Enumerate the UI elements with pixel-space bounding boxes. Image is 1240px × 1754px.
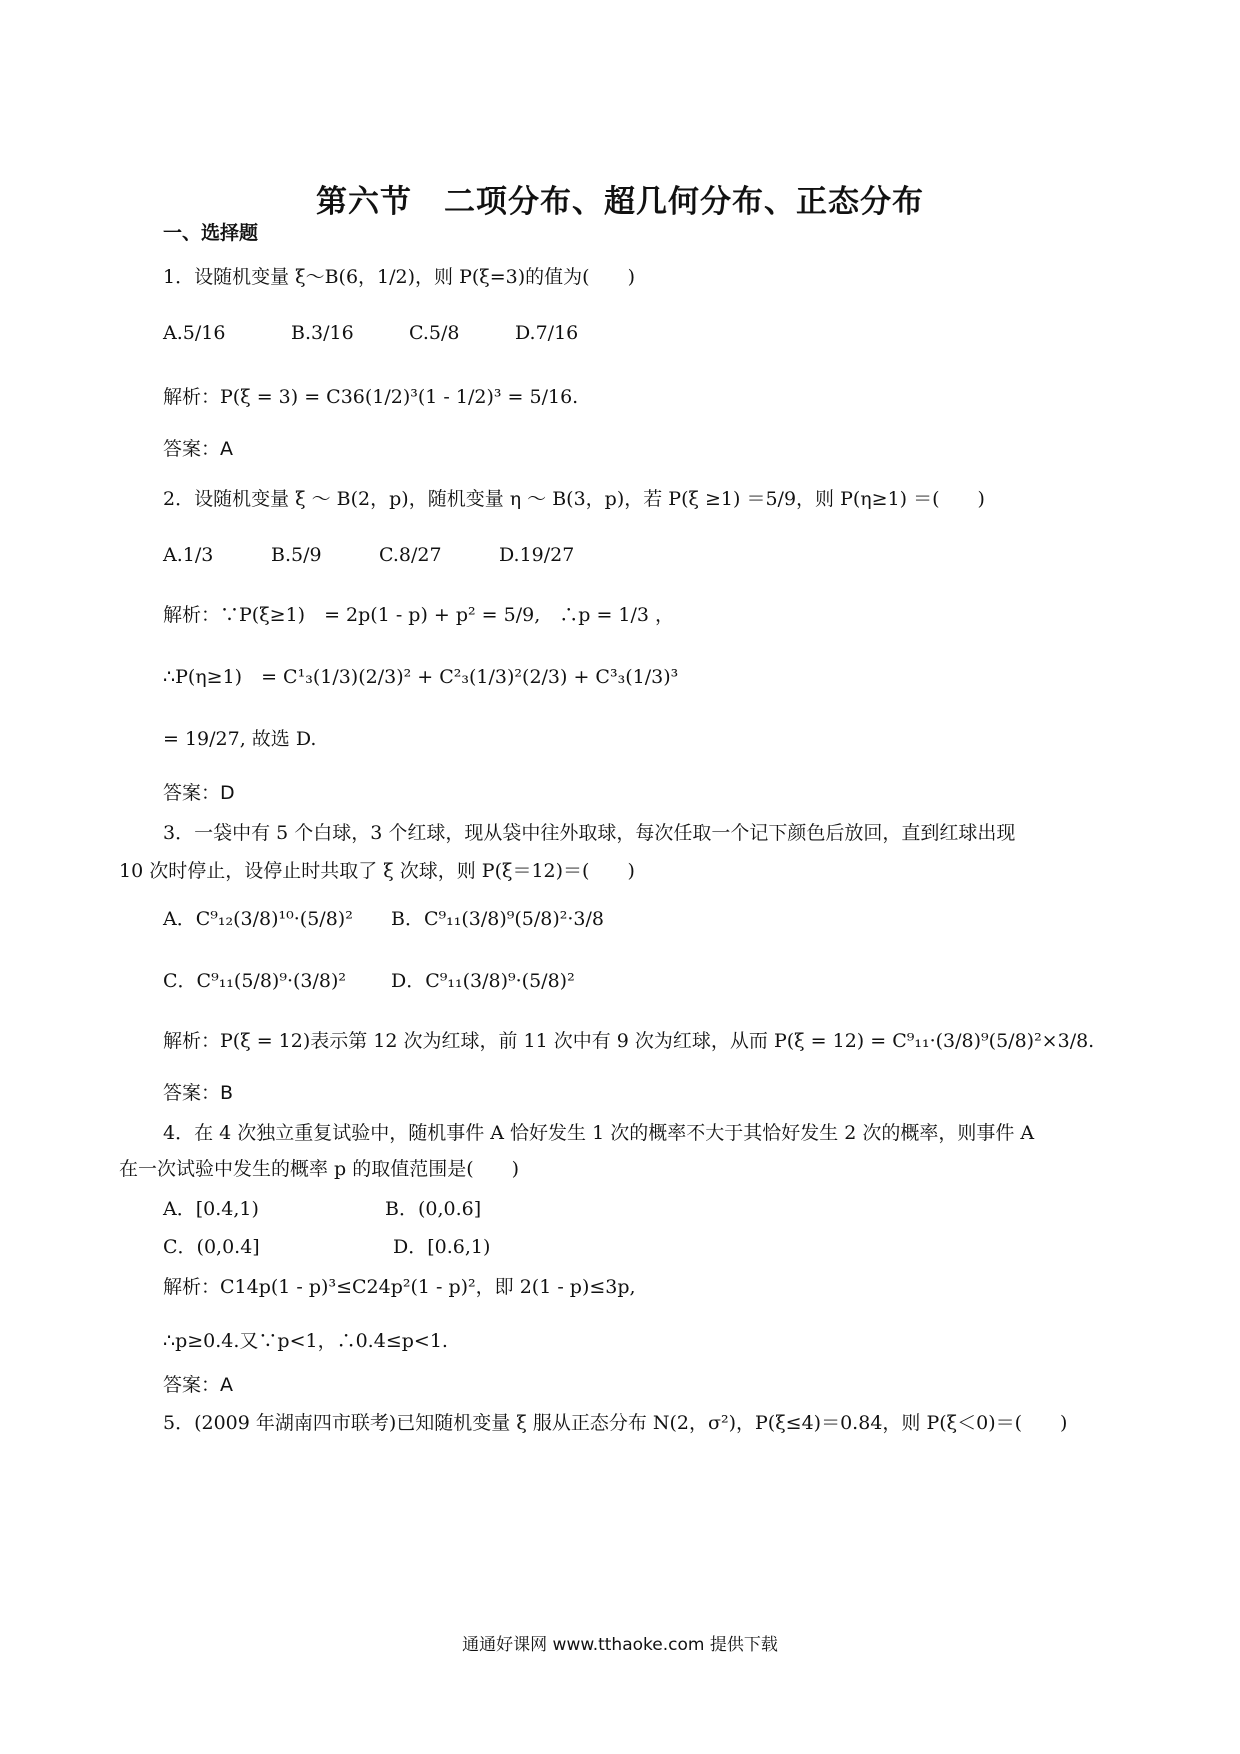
q3-option-a: A．C⁹₁₂(3/8)¹⁰·(5/8)² xyxy=(163,908,353,930)
q5-stem: 5．(2009 年湖南四市联考)已知随机变量 ξ 服从正态分布 N(2，σ²)，P(ξ≤4)＝0.84，则 P(ξ＜0)＝( ) xyxy=(163,1412,1068,1434)
q3-stem-line2: 10 次时停止，设停止时共取了 ξ 次球，则 P(ξ＝12)＝( ) xyxy=(119,860,635,882)
q2-stem: 2．设随机变量 ξ ～ B(2，p)，随机变量 η ～ B(3，p)，若 P(ξ ≥1) ＝5/9，则 P(η≥1) ＝( ) xyxy=(163,488,985,510)
q4-option-a: A．[0.4,1) xyxy=(163,1198,259,1220)
q4-stem-line1: 4．在 4 次独立重复试验中，随机事件 A 恰好发生 1 次的概率不大于其恰好发生 2 次的概率，则事件 A xyxy=(163,1122,1035,1144)
page-footer: 通通好课网 www.tthaoke.com 提供下载 xyxy=(462,1635,778,1655)
q2-analysis-line1: 解析：∵P(ξ≥1) = 2p(1 - p) + p² = 5/9, ∴p = 1/3 ， xyxy=(163,604,675,626)
q2-option-a: A.1/3 xyxy=(163,544,214,566)
q4-option-d: D．[0.6,1) xyxy=(393,1236,491,1258)
q2-option-c: C.8/27 xyxy=(379,544,442,566)
q3-option-c: C．C⁹₁₁(5/8)⁹·(3/8)² xyxy=(163,970,347,992)
q1-stem: 1．设随机变量 ξ～B(6，1/2)，则 P(ξ=3)的值为( ) xyxy=(163,266,635,288)
q3-option-d: D．C⁹₁₁(3/8)⁹·(5/8)² xyxy=(391,970,575,992)
q2-option-d: D.19/27 xyxy=(499,544,575,566)
q3-stem-line1: 3．一袋中有 5 个白球，3 个红球，现从袋中往外取球，每次任取一个记下颜色后放回，直到红球出现 xyxy=(163,822,1016,844)
q4-option-b: B．(0,0.6] xyxy=(385,1198,482,1220)
q2-analysis-line2: ∴P(η≥1) = C¹₃(1/3)(2/3)² + C²₃(1/3)²(2/3) + C³₃(1/3)³ xyxy=(163,666,679,688)
q2-answer: 答案：D xyxy=(163,782,235,804)
q1-answer: 答案：A xyxy=(163,438,233,460)
q4-stem-line2: 在一次试验中发生的概率 p 的取值范围是( ) xyxy=(119,1158,520,1180)
q1-option-c: C.5/8 xyxy=(409,322,460,344)
q1-options xyxy=(163,322,1063,356)
q1-option-a: A.5/16 xyxy=(163,322,226,344)
q2-option-b: B.5/9 xyxy=(271,544,322,566)
page-title: 第六节 二项分布、超几何分布、正态分布 xyxy=(316,184,924,220)
q4-answer: 答案：A xyxy=(163,1374,233,1396)
q3-options-row1 xyxy=(163,904,1063,938)
q1-option-b: B.3/16 xyxy=(291,322,354,344)
q4-options-row1 xyxy=(163,1194,1063,1224)
q4-analysis-line1: 解析：C14p(1 - p)³≤C24p²(1 - p)²，即 2(1 - p)≤3p, xyxy=(163,1276,636,1298)
q3-options-row2 xyxy=(163,966,1063,1000)
q3-answer: 答案：B xyxy=(163,1082,234,1104)
q4-option-c: C．(0,0.4] xyxy=(163,1236,260,1258)
q1-option-d: D.7/16 xyxy=(515,322,579,344)
q4-options-row2 xyxy=(163,1232,1063,1262)
q1-analysis: 解析：P(ξ = 3) = C36(1/2)³(1 - 1/2)³ = 5/16. xyxy=(163,386,579,408)
section-heading: 一、选择题 xyxy=(163,222,259,244)
q4-analysis-line2: ∴p≥0.4.又∵p<1，∴0.4≤p<1. xyxy=(163,1330,448,1352)
q3-option-b: B．C⁹₁₁(3/8)⁹(5/8)²·3/8 xyxy=(391,908,605,930)
q2-analysis-line3: = 19/27, 故选 D. xyxy=(163,728,317,750)
q3-analysis: 解析：P(ξ = 12)表示第 12 次为红球，前 11 次中有 9 次为红球，从而 P(ξ = 12) = C⁹₁₁·(3/8)⁹(5/8)²×3/8. xyxy=(163,1030,1095,1052)
q2-options xyxy=(163,544,1063,578)
